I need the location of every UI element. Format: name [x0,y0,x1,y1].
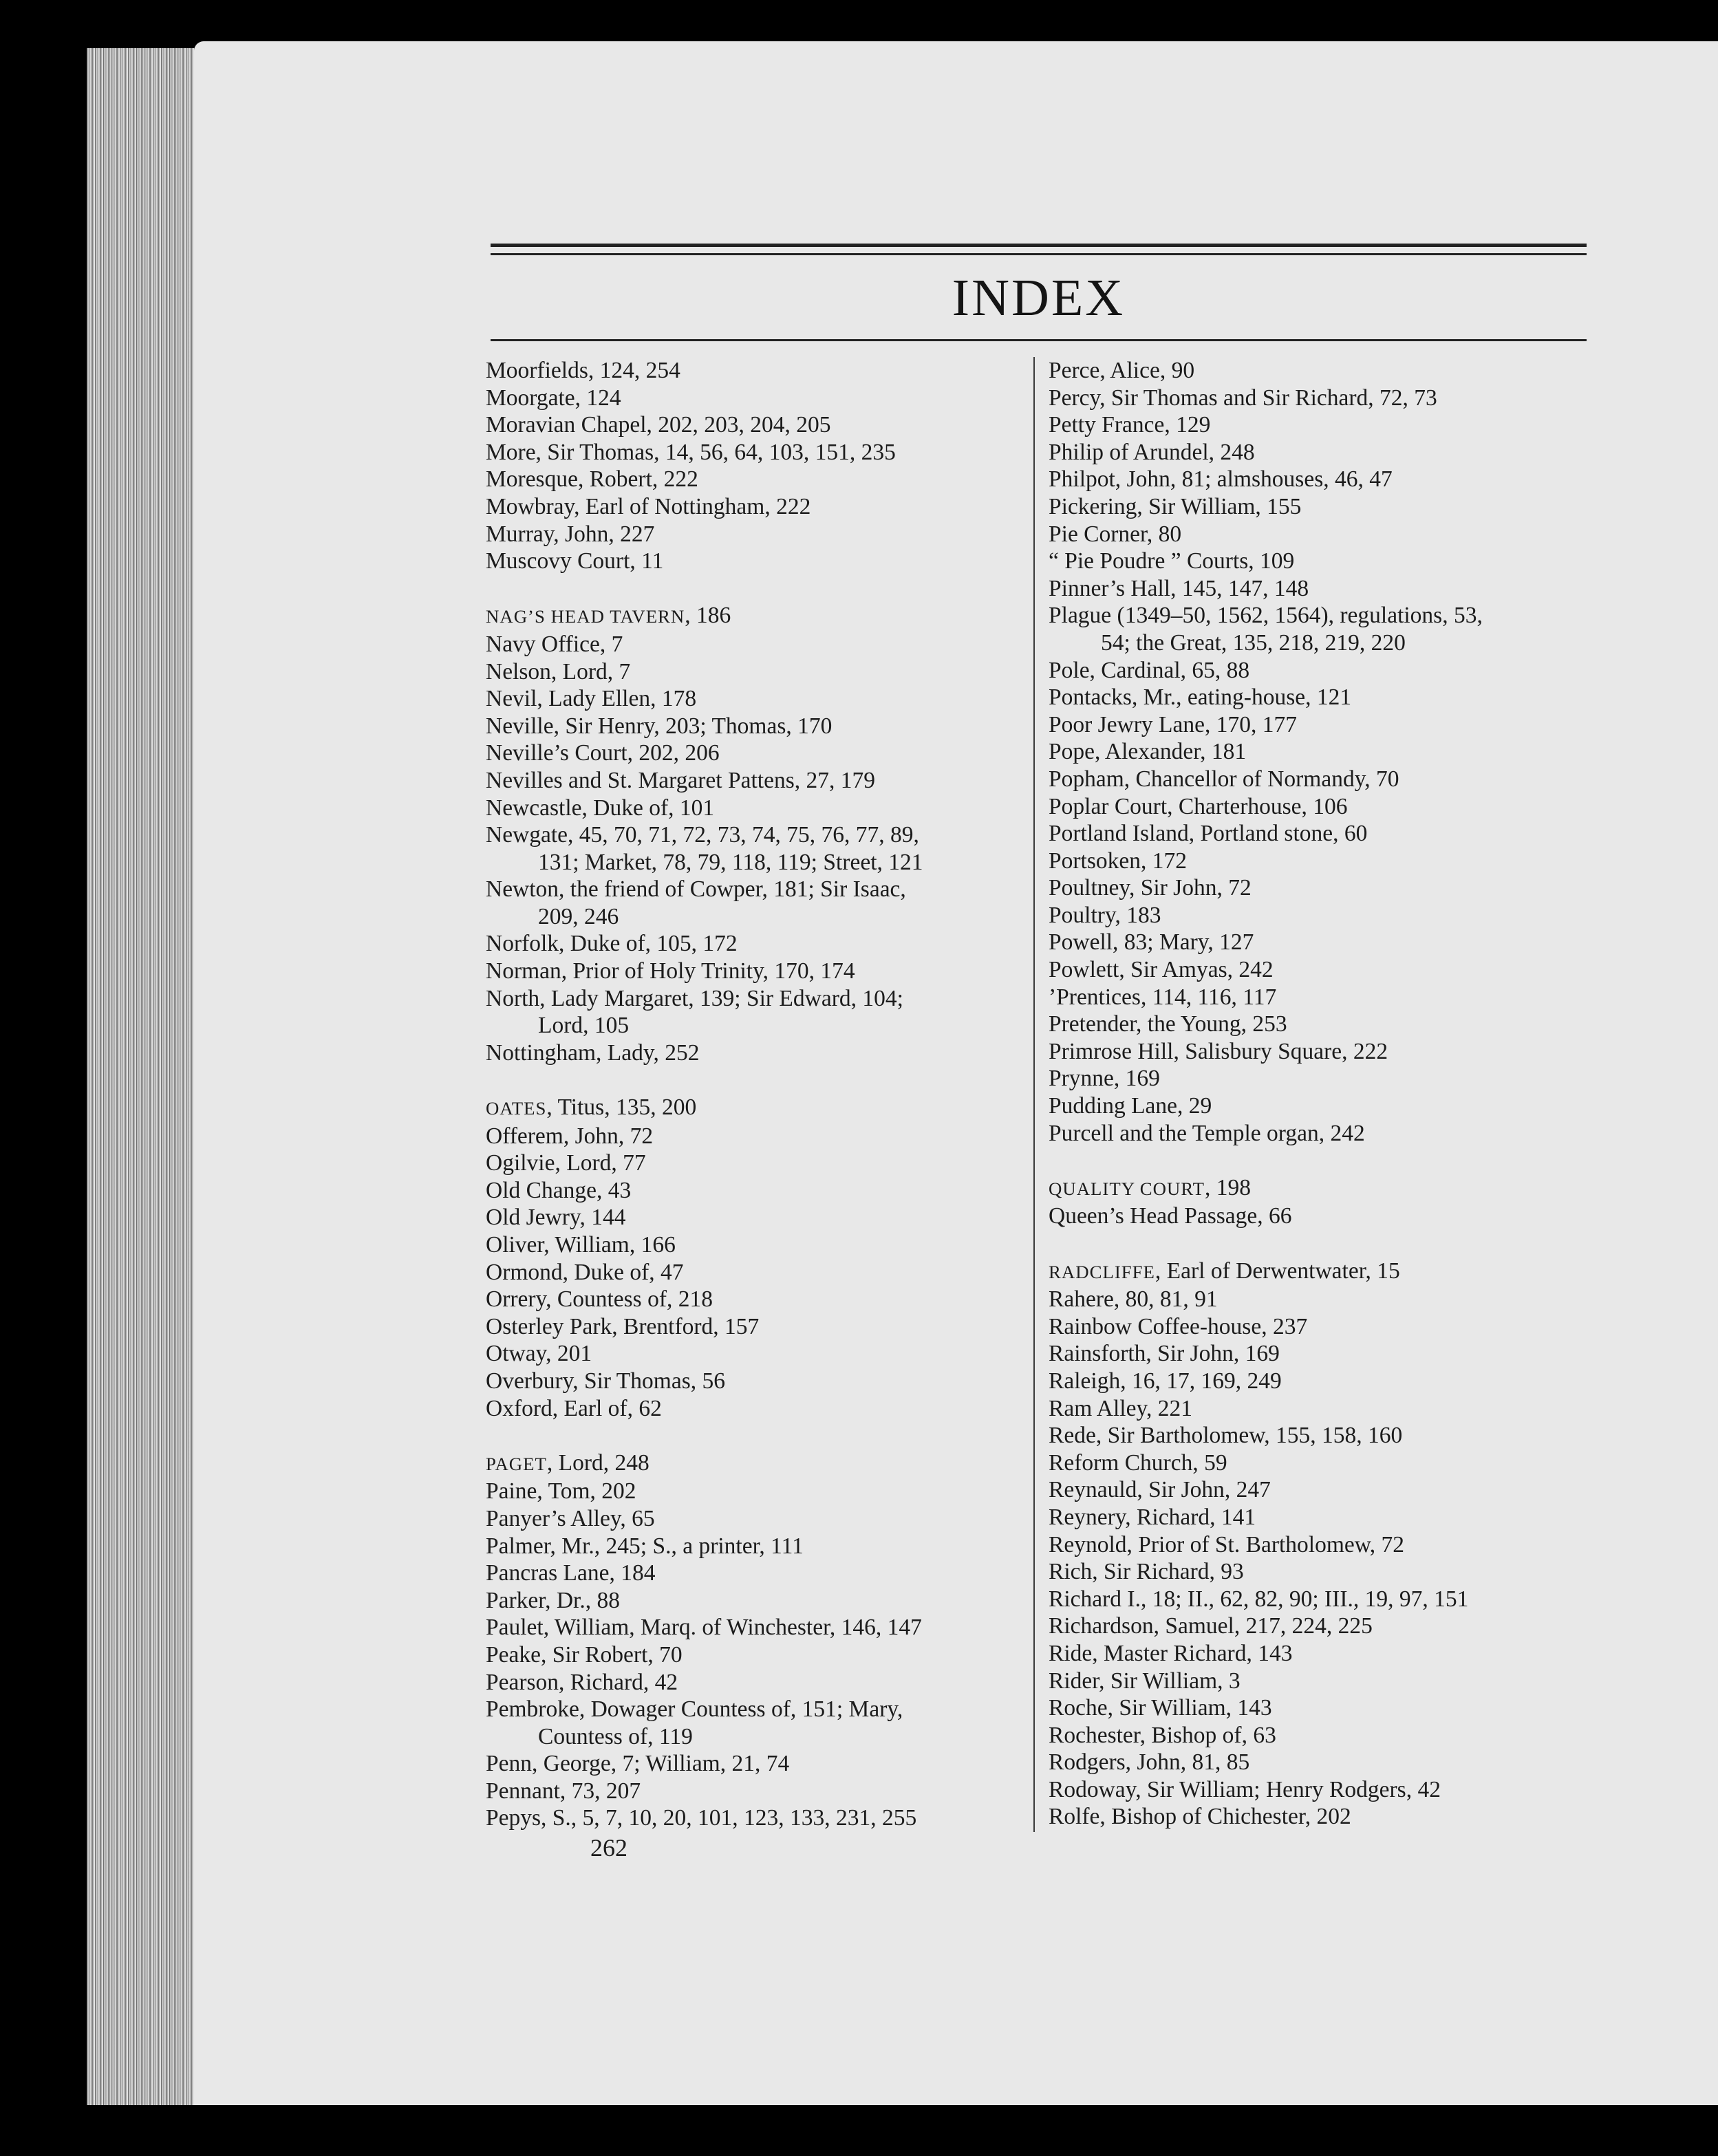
index-entry-text: Pancras Lane, 184 [486,1560,656,1586]
index-entry [486,439,1018,466]
index-entry [1049,493,1599,521]
index-entry [1049,874,1599,902]
index-entry-text: Rolfe, Bishop of Chichester, 202 [1049,1804,1351,1830]
letter-group-gap [1049,1147,1599,1174]
index-entry [1049,929,1599,956]
index-entry [486,1204,1018,1231]
index-entry-text: Rider, Sir William, 3 [1049,1668,1241,1694]
index-entry-text: Poplar Court, Charterhouse, 106 [1049,793,1348,819]
index-entry [486,713,1018,740]
index-entry-text: Panyer’s Alley, 65 [486,1505,655,1531]
index-entry-text: Purcell and the Temple organ, 242 [1049,1120,1365,1146]
index-entry-text: Penn, George, 7; William, 21, 74 [486,1751,790,1777]
index-entry-text: , Lord, 248 [546,1449,649,1476]
index-entry [486,795,1018,822]
title-rule [491,339,1587,341]
index-entry-text: Pearson, Richard, 42 [486,1669,678,1695]
index-entry-text: Rainsforth, Sir John, 169 [1049,1341,1280,1367]
index-entry-text: Parker, Dr., 88 [486,1587,620,1613]
index-entry [1049,1613,1599,1640]
index-entry-text: Navy Office, 7 [486,631,623,657]
index-entry-text: Newcastle, Duke of, 101 [486,795,715,821]
index-entry [1049,1395,1599,1423]
page-edges [87,48,204,2105]
index-entry [1049,793,1599,821]
index-entry [486,411,1018,439]
index-entry [1049,1749,1599,1776]
index-entry-text: Paulet, William, Marq. of Winchester, 146, 147 [486,1615,922,1641]
index-entry [486,1804,1018,1832]
index-entry [1049,738,1599,766]
index-entry-text: Pontacks, Mr., eating-house, 121 [1049,684,1352,711]
index-entry-lead: PAGET [486,1453,547,1474]
index-entry-text: Pepys, S., 5, 7, 10, 20, 101, 123, 133, 231, 255 [486,1805,917,1831]
index-entry-text: Pudding Lane, 29 [1049,1093,1212,1119]
index-entry [486,1094,1018,1123]
index-entry-text: Orrery, Countess of, 218 [486,1286,713,1313]
index-entry-text: Raleigh, 16, 17, 169, 249 [1049,1368,1282,1394]
index-entry [1049,1120,1599,1147]
index-entry [486,958,1018,985]
index-entry-continuation [486,1723,1018,1751]
index-entry-text: Roche, Sir William, 143 [1049,1695,1272,1721]
index-entry-text: Osterley Park, Brentford, 157 [486,1313,760,1339]
index-entry-text: More, Sir Thomas, 14, 56, 64, 103, 151, 235 [486,439,896,465]
index-entry-text: Pretender, the Young, 253 [1049,1011,1287,1037]
index-entry [1049,1722,1599,1749]
letter-group-gap [1049,1230,1599,1258]
index-entry-text: Norman, Prior of Holy Trinity, 170, 174 [486,958,855,984]
index-entry [486,1286,1018,1313]
page-title: INDEX [952,269,1126,327]
index-entry [486,1177,1018,1205]
index-entry [1049,766,1599,793]
index-entry-text: Moresque, Robert, 222 [486,466,698,493]
letter-group-gap [486,1422,1018,1449]
index-entry [1049,1038,1599,1066]
page-number: 262 [590,1834,627,1862]
index-entry [1049,1011,1599,1038]
index-entry [1049,984,1599,1011]
index-entry [486,1750,1018,1778]
index-entry [1049,1558,1599,1586]
index-entry [486,493,1018,521]
index-entry-text: Petty France, 129 [1049,412,1211,438]
index-entry-text: Portland Island, Portland stone, 60 [1049,821,1368,847]
index-entry-text: Rodgers, John, 81, 85 [1049,1749,1250,1776]
index-entry-lead: QUALITY COURT [1049,1178,1205,1199]
index-entry-text: Pembroke, Dowager Countess of, 151; Mary, [486,1696,903,1723]
index-entry [486,1505,1018,1533]
index-entry-text: Poultney, Sir John, 72 [1049,875,1252,901]
index-entry [1049,1174,1599,1203]
index-entry [486,1614,1018,1641]
index-entry-text: Poor Jewry Lane, 170, 177 [1049,711,1297,737]
index-entry-text: Rochester, Bishop of, 63 [1049,1722,1276,1748]
index-entry-text: Ormond, Duke of, 47 [486,1259,684,1285]
index-entry-text: Nevil, Lady Ellen, 178 [486,686,697,712]
index-entry-text: 131; Market, 78, 79, 118, 119; Street, 121 [538,849,923,875]
index-entry-text: Pinner’s Hall, 145, 147, 148 [1049,575,1309,601]
index-entry [486,1123,1018,1150]
index-entry [1049,575,1599,603]
index-entry [1049,466,1599,493]
index-entry [486,821,1018,849]
index-entry [1049,385,1599,412]
index-entry-text: Reynery, Richard, 141 [1049,1504,1256,1530]
index-entry [486,631,1018,658]
index-entry-lead: NAG’S HEAD TAVERN [486,606,685,627]
index-entry-text: Oxford, Earl of, 62 [486,1395,662,1421]
index-entry [486,1778,1018,1805]
index-entry [1049,357,1599,385]
index-entry [486,685,1018,713]
index-entry-text: Muscovy Court, 11 [486,548,664,574]
index-entry [1049,1092,1599,1120]
index-entry [486,1368,1018,1395]
index-entry [486,1669,1018,1696]
index-entry-text: Mowbray, Earl of Nottingham, 222 [486,493,811,519]
index-entry-text: Nottingham, Lady, 252 [486,1039,700,1066]
index-entry-lead: RADCLIFFE [1049,1261,1155,1282]
index-entry [1049,1668,1599,1695]
index-entry [486,1560,1018,1587]
index-entry [1049,1422,1599,1449]
index-entry [1049,1203,1599,1230]
index-entry [1049,711,1599,739]
index-entry-text: Reform Church, 59 [1049,1449,1227,1476]
index-entry-text: Ogilvie, Lord, 77 [486,1150,646,1176]
index-entry-text: Moravian Chapel, 202, 203, 204, 205 [486,412,831,438]
index-entry [486,1395,1018,1423]
index-entry [486,1150,1018,1177]
index-entry [1049,602,1599,629]
index-entry-text: “ Pie Poudre ” Courts, 109 [1049,548,1295,574]
index-entry [486,1696,1018,1723]
index-entry [1049,902,1599,929]
index-entry-text: Rahere, 80, 81, 91 [1049,1286,1218,1313]
index-entry-text: Popham, Chancellor of Normandy, 70 [1049,766,1399,792]
index-entry [1049,1258,1599,1286]
index-entry-continuation [486,1012,1018,1039]
index-entry-text: Peake, Sir Robert, 70 [486,1641,683,1668]
index-entry-text: Percy, Sir Thomas and Sir Richard, 72, 73 [1049,385,1437,411]
index-entry-text: Ride, Master Richard, 143 [1049,1640,1293,1666]
index-entry [486,385,1018,412]
index-column-right [1049,357,1599,1831]
index-entry-text: Richardson, Samuel, 217, 224, 225 [1049,1613,1373,1639]
index-entry-text: Palmer, Mr., 245; S., a printer, 111 [486,1533,804,1559]
index-entry [1049,1313,1599,1341]
index-entry-text: Rainbow Coffee-house, 237 [1049,1313,1308,1339]
index-entry [1049,1286,1599,1313]
index-entry [1049,521,1599,548]
index-entry [486,466,1018,493]
index-entry-text: Ram Alley, 221 [1049,1395,1193,1421]
index-entry [486,767,1018,795]
index-entry-text: Norfolk, Duke of, 105, 172 [486,931,738,957]
index-entry-text: ’Prentices, 114, 116, 117 [1049,984,1277,1010]
index-entry-text: Lord, 105 [538,1013,630,1039]
index-entry [486,985,1018,1013]
index-entry [486,1587,1018,1615]
index-entry-text: Powell, 83; Mary, 127 [1049,929,1254,956]
index-entry [486,1449,1018,1478]
index-entry [1049,411,1599,439]
index-entry-text: Reynauld, Sir John, 247 [1049,1477,1271,1503]
index-entry-text: Rede, Sir Bartholomew, 155, 158, 160 [1049,1423,1403,1449]
index-entry [1049,657,1599,684]
index-entry [486,1313,1018,1341]
header-rule-thin [491,253,1587,255]
index-entry [486,876,1018,903]
index-entry [1049,1640,1599,1668]
index-entry [1049,848,1599,875]
index-entry-text: Oliver, William, 166 [486,1232,676,1258]
index-entry-continuation [486,903,1018,931]
index-entry [486,658,1018,686]
index-entry [1049,684,1599,711]
index-entry [486,548,1018,575]
index-entry-text: Plague (1349–50, 1562, 1564), regulations, 53, [1049,603,1483,629]
index-entry-text: Perce, Alice, 90 [1049,358,1195,383]
index-entry-text: Countess of, 119 [538,1723,693,1749]
index-entry [1049,1340,1599,1368]
index-entry-text: 54; the Great, 135, 218, 219, 220 [1101,629,1406,656]
index-entry-text: Offerem, John, 72 [486,1123,654,1149]
index-entry-text: Old Change, 43 [486,1177,632,1203]
index-entry-text: Pie Corner, 80 [1049,521,1182,547]
index-entry-text: Philip of Arundel, 248 [1049,439,1255,465]
index-entry [486,357,1018,385]
letter-group-gap [486,575,1018,603]
index-entry-continuation [486,849,1018,876]
index-entry [486,602,1018,631]
index-entry-text: Newgate, 45, 70, 71, 72, 73, 74, 75, 76, 77, 89, [486,822,919,848]
column-divider [1033,357,1035,1832]
index-entry-text: , Titus, 135, 200 [546,1095,697,1121]
index-entry [486,1478,1018,1505]
letter-group-gap [486,1066,1018,1094]
index-entry-text: Primrose Hill, Salisbury Square, 222 [1049,1038,1388,1064]
index-entry-text: Nelson, Lord, 7 [486,658,631,684]
index-entry [1049,1586,1599,1613]
index-entry-text: North, Lady Margaret, 139; Sir Edward, 104; [486,985,903,1011]
index-entry [1049,1694,1599,1722]
index-entry-text: Rich, Sir Richard, 93 [1049,1559,1244,1585]
index-entry-text: Rodoway, Sir William; Henry Rodgers, 42 [1049,1776,1441,1802]
index-entry-text: Poultry, 183 [1049,902,1161,928]
index-entry [1049,439,1599,466]
index-entry [1049,1065,1599,1092]
index-entry [1049,1449,1599,1477]
index-entry [486,740,1018,767]
header-rule-thick [491,244,1587,247]
index-entry-text: 209, 246 [538,903,619,929]
index-entry-text: , Earl of Derwentwater, 15 [1155,1258,1400,1284]
index-entry [1049,548,1599,575]
index-entry [486,521,1018,548]
index-entry-text: Murray, John, 227 [486,521,655,547]
index-entry-text: Nevilles and St. Margaret Pattens, 27, 179 [486,767,875,793]
index-entry-text: Overbury, Sir Thomas, 56 [486,1368,725,1394]
index-entry-text: Neville’s Court, 202, 206 [486,740,720,766]
index-entry-text: Pennant, 73, 207 [486,1778,641,1804]
index-entry [1049,1776,1599,1804]
index-entry-text: Moorfields, 124, 254 [486,358,680,383]
index-entry-text: Otway, 201 [486,1341,592,1367]
index-entry-text: Moorgate, 124 [486,385,621,411]
index-entry [1049,1531,1599,1559]
index-entry-text: , 198 [1204,1174,1251,1200]
index-entry-text: Old Jewry, 144 [486,1205,626,1231]
index-entry [486,1259,1018,1286]
index-entry [1049,956,1599,984]
index-entry [486,1533,1018,1560]
index-entry-text: Philpot, John, 81; almshouses, 46, 47 [1049,466,1393,493]
index-entry-lead: OATES [486,1098,547,1119]
index-entry-text: Reynold, Prior of St. Bartholomew, 72 [1049,1531,1405,1557]
index-entry [486,1340,1018,1368]
index-entry-text: Pole, Cardinal, 65, 88 [1049,657,1250,683]
index-entry-text: Queen’s Head Passage, 66 [1049,1203,1292,1229]
index-entry-text: Newton, the friend of Cowper, 181; Sir Isaac, [486,876,906,903]
index-entry [1049,820,1599,848]
index-entry [1049,1803,1599,1831]
index-entry [1049,1504,1599,1531]
index-entry-text: Richard I., 18; II., 62, 82, 90; III., 19, 97, 151 [1049,1586,1469,1612]
index-entry-continuation [1049,629,1599,657]
index-entry [486,1039,1018,1067]
index-entry-text: Powlett, Sir Amyas, 242 [1049,957,1274,983]
index-entry [1049,1476,1599,1504]
index-entry-text: Portsoken, 172 [1049,848,1187,874]
index-entry-text: Paine, Tom, 202 [486,1478,636,1505]
index-entry-text: , 186 [685,603,731,629]
index-entry [486,1641,1018,1669]
index-entry-text: Pickering, Sir William, 155 [1049,493,1302,519]
index-entry-text: Neville, Sir Henry, 203; Thomas, 170 [486,713,833,739]
index-entry-text: Pope, Alexander, 181 [1049,739,1247,765]
index-entry [486,930,1018,958]
index-entry-text: Prynne, 169 [1049,1066,1160,1092]
index-entry [1049,1368,1599,1395]
index-column-left [486,357,1018,1832]
index-entry [486,1231,1018,1259]
